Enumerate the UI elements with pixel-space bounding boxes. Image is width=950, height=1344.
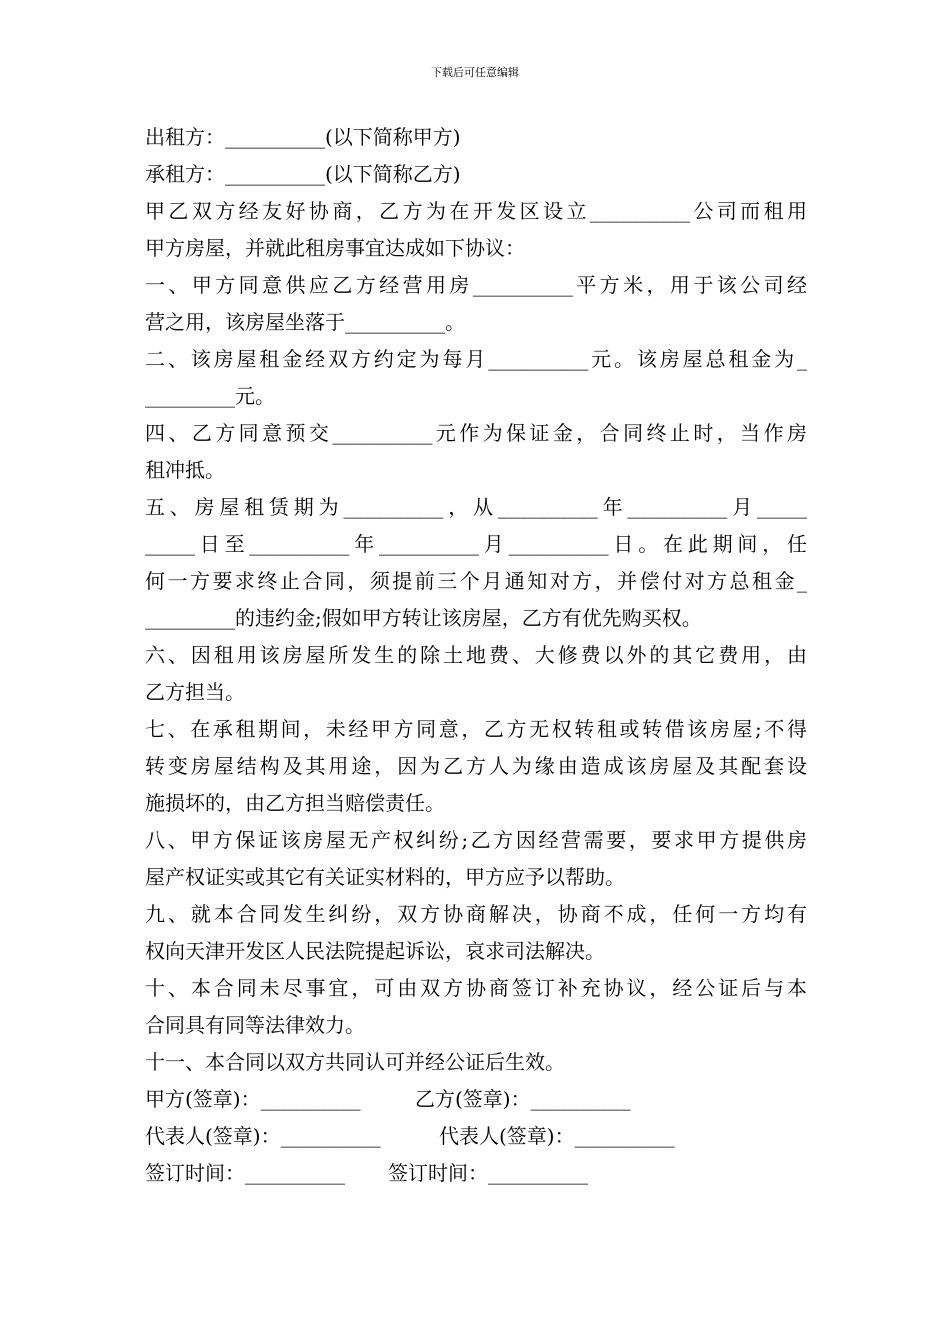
clause-11-line: 十一、本合同以双方共同认可并经公证后生效。 xyxy=(145,1050,565,1074)
signature-row-party xyxy=(145,1081,807,1118)
party-b-date-field: 签订时间：__________ xyxy=(388,1161,588,1185)
contract-body xyxy=(145,119,807,1192)
lessor-line: 出租方：__________(以下简称甲方) xyxy=(145,125,461,149)
party-b-representative-field: 代表人(签章)：__________ xyxy=(439,1124,675,1148)
clause-5-line: _________的违约金;假如甲方转让该房屋，乙方有优先购买权。 xyxy=(145,606,702,630)
clause-6-line: 乙方担当。 xyxy=(145,680,245,704)
signature-row-representative xyxy=(145,1118,807,1155)
clause-8-line: 屋产权证实或其它有关证实材料的，甲方应予以帮助。 xyxy=(145,865,625,889)
party-a-date-field: 签订时间：__________ xyxy=(145,1161,345,1185)
party-a-signature-field: 甲方(签章)：__________ xyxy=(145,1087,361,1111)
clause-4-line: 四、乙方同意预交__________元作为保证金，合同终止时，当作房 xyxy=(145,421,807,445)
clause-1-line: 营之用，该房屋坐落于__________。 xyxy=(145,310,465,334)
party-b-signature-field: 乙方(签章)：__________ xyxy=(415,1087,631,1111)
clause-9-line: 九、就本合同发生纠纷，双方协商解决，协商不成，任何一方均有 xyxy=(145,902,807,926)
clause-10-line: 十、本合同未尽事宜，可由双方协商签订补充协议，经公证后与本 xyxy=(145,976,807,1000)
clause-5-line: _____日至__________年__________月__________日。在此期间，任 xyxy=(145,532,807,556)
lessee-line: 承租方：__________(以下简称乙方) xyxy=(145,162,461,186)
clause-7-line: 转变房屋结构及其用途，因为乙方人为缘由造成该房屋及其配套设 xyxy=(145,754,807,778)
signature-row-date xyxy=(145,1155,807,1192)
clause-10-line: 合同具有同等法律效力。 xyxy=(145,1013,365,1037)
clause-5-line: 何一方要求终止合同，须提前三个月通知对方，并偿付对方总租金_ xyxy=(145,569,807,593)
page-header-note: 下载后可任意编辑 xyxy=(431,66,519,79)
clause-2-line: 二、该房屋租金经双方约定为每月__________元。该房屋总租金为_ xyxy=(145,347,807,371)
clause-2-line: _________元。 xyxy=(145,384,275,408)
clause-7-line: 七、在承租期间，未经甲方同意，乙方无权转租或转借该房屋;不得 xyxy=(145,717,807,741)
clause-7-line: 施损坏的，由乙方担当赔偿责任。 xyxy=(145,791,445,815)
clause-1-line: 一、甲方同意供应乙方经营用房__________平方米，用于该公司经 xyxy=(145,273,807,297)
party-a-representative-field: 代表人(签章)：__________ xyxy=(145,1124,381,1148)
paragraph-line: 甲方房屋，并就此租房事宜达成如下协议： xyxy=(145,236,525,260)
clause-5-line: 五、房屋租赁期为__________，从__________年__________月_____ xyxy=(145,495,807,519)
clause-9-line: 权向天津开发区人民法院提起诉讼，哀求司法解决。 xyxy=(145,939,605,963)
paragraph-line: 甲乙双方经友好协商，乙方为在开发区设立__________公司而租用 xyxy=(145,199,807,223)
clause-8-line: 八、甲方保证该房屋无产权纠纷;乙方因经营需要，要求甲方提供房 xyxy=(145,828,807,852)
clause-4-line: 租冲抵。 xyxy=(145,458,225,482)
clause-6-line: 六、因租用该房屋所发生的除土地费、大修费以外的其它费用，由 xyxy=(145,643,807,667)
